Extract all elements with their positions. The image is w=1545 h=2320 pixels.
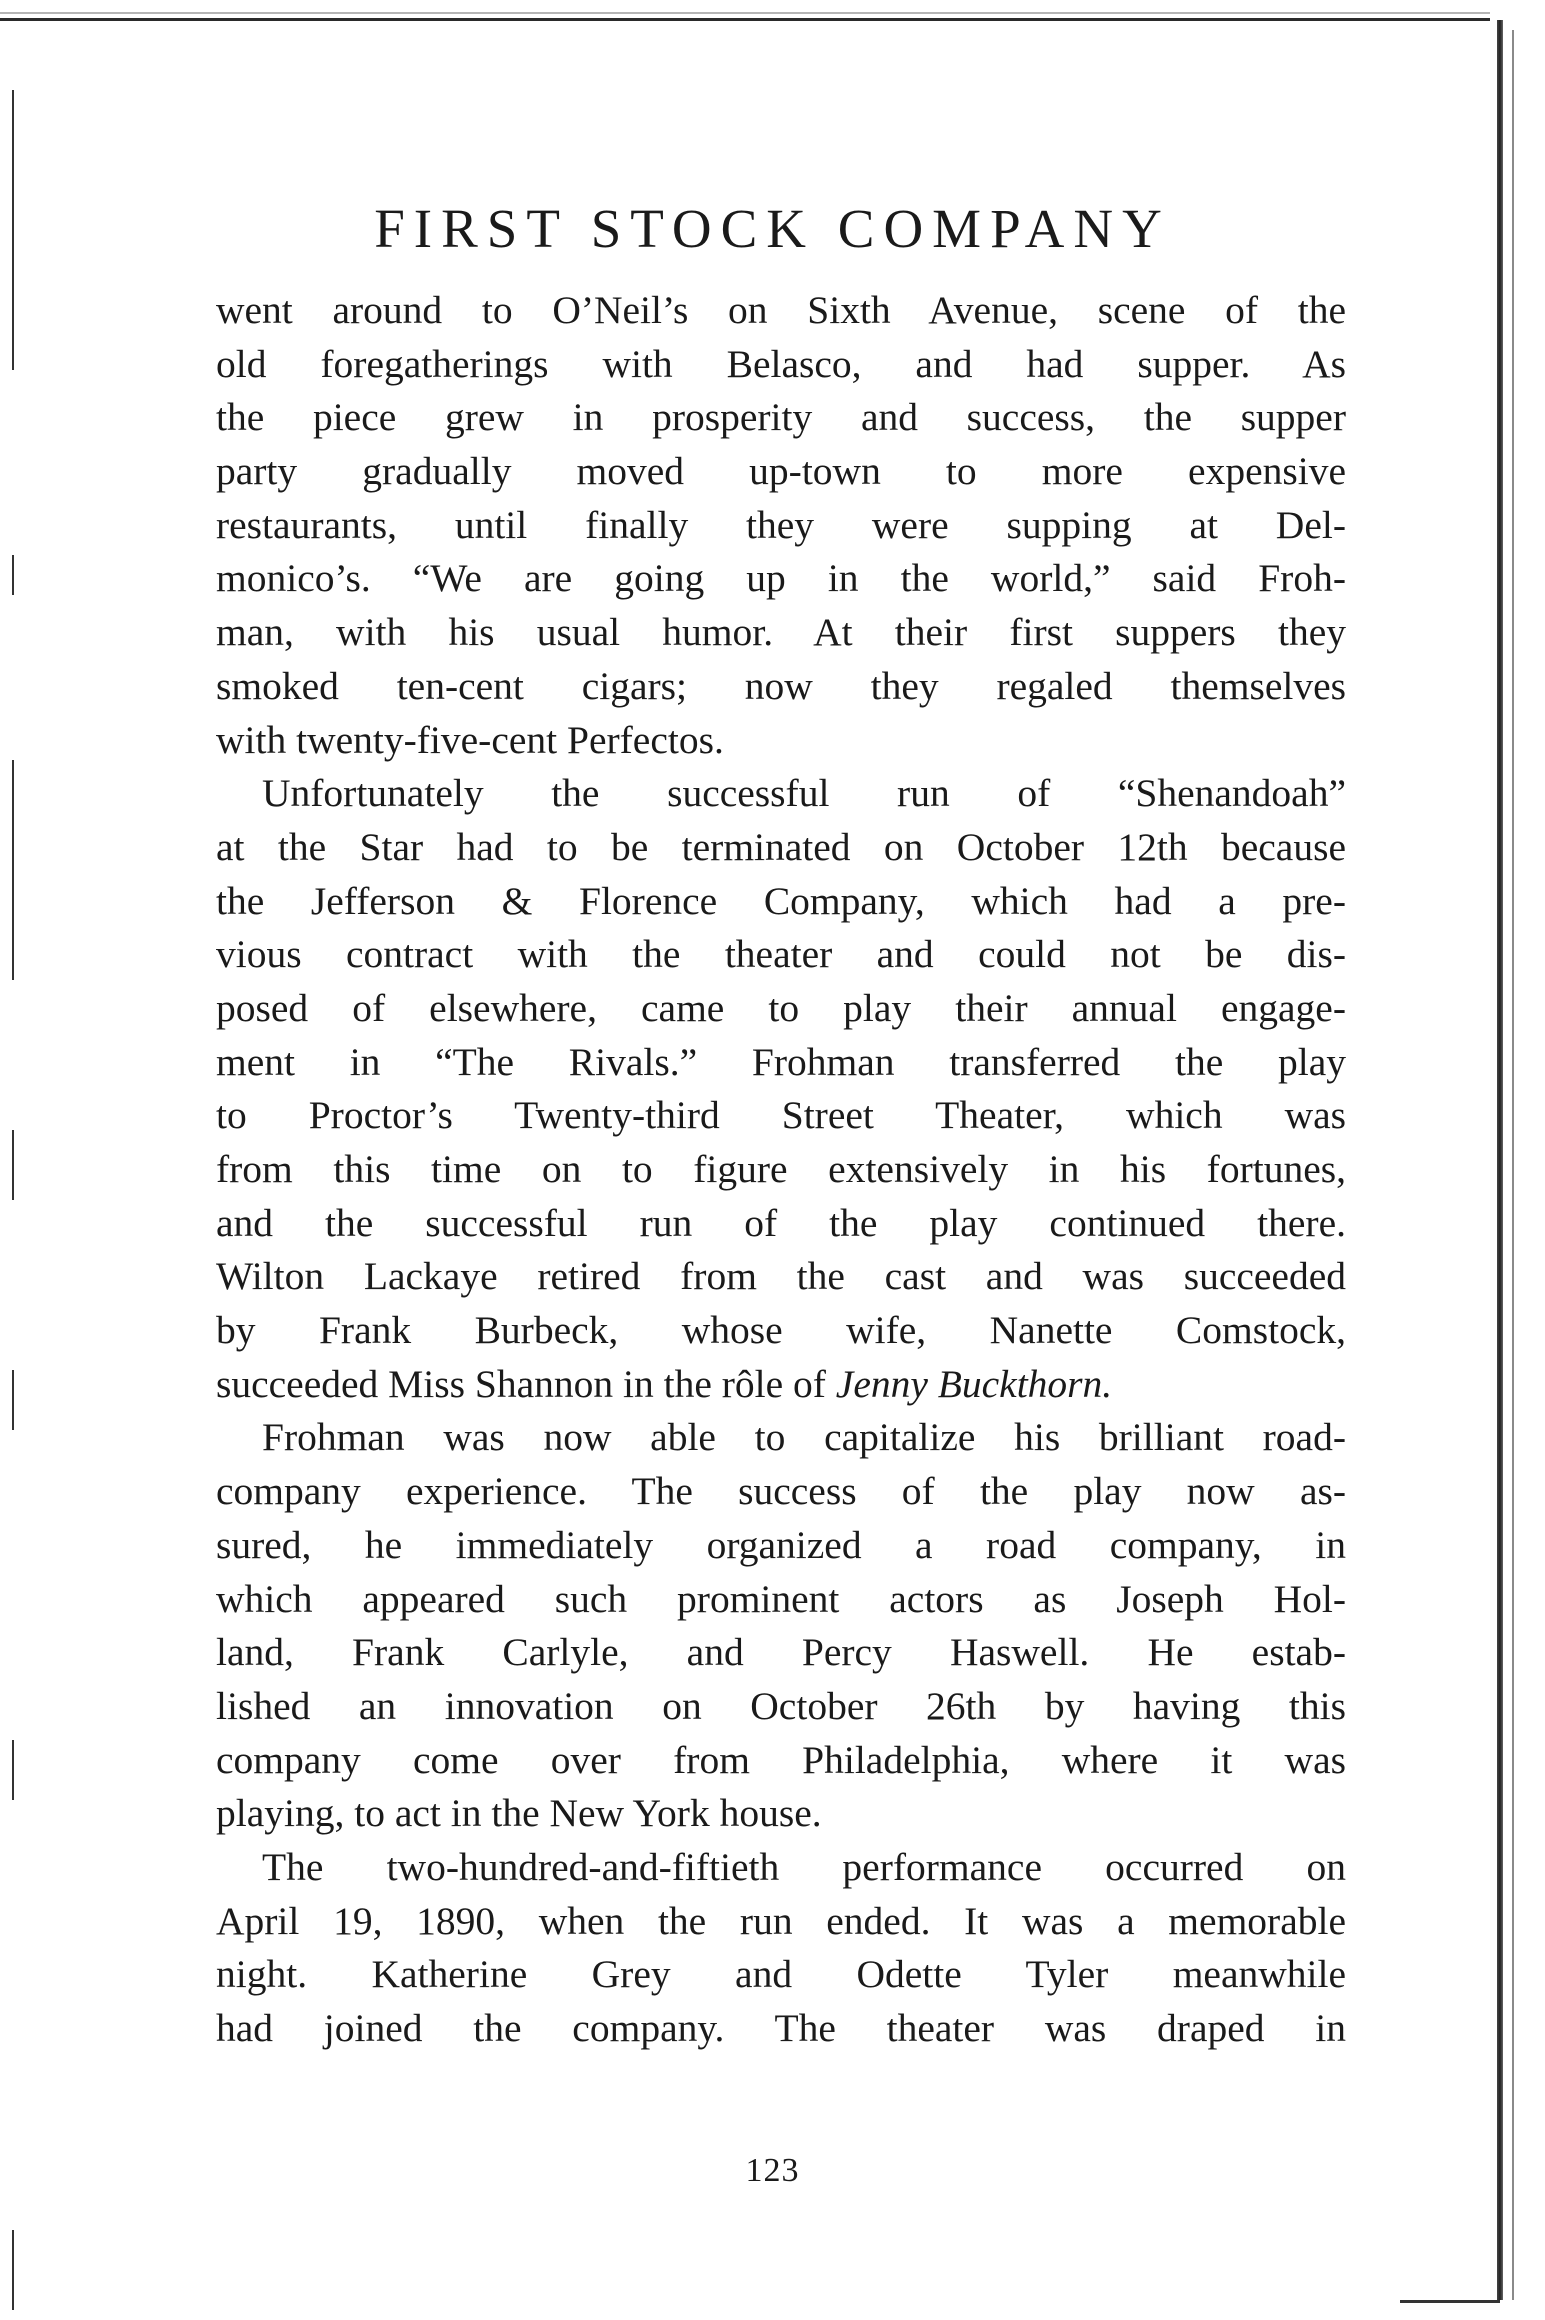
text-line: party gradually moved up-town to more expensive <box>216 449 1346 494</box>
role-name-italic: Jenny Buckthorn. <box>835 1361 1113 1406</box>
text-line: went around to O’Neil’s on Sixth Avenue, scene of the <box>216 288 1346 332</box>
text-line: April 19, 1890, when the run ended. It was a memorable <box>216 1898 1346 1943</box>
text-line: Unfortunately the successful run of “Shenandoah” <box>262 771 1346 816</box>
page-number: 123 <box>745 2152 800 2189</box>
text-line: to Proctor’s Twenty-third Street Theater, which was <box>216 1093 1346 1138</box>
text-line: ment in “The Rivals.” Frohman transferred the play <box>216 1039 1346 1084</box>
page-edge-left-mark <box>12 2230 14 2310</box>
text-line-roman: succeeded Miss Shannon in the rôle of <box>216 1361 826 1406</box>
page-edge-left-mark <box>12 1740 14 1800</box>
page-edge-top <box>0 18 1490 21</box>
page-edge-left-mark <box>12 555 14 595</box>
text-line: Wilton Lackaye retired from the cast and was succeeded <box>216 1254 1346 1299</box>
text-line: company experience. The success of the play now as- <box>216 1469 1346 1514</box>
page-edge-left-mark <box>12 1130 14 1200</box>
text-line: restaurants, until finally they were supping at Del- <box>216 502 1346 547</box>
text-line: the Jefferson & Florence Company, which had a pre- <box>216 878 1346 923</box>
text-line: playing, to act in the New York house. <box>216 1791 822 1836</box>
text-line: which appeared such prominent actors as Joseph Hol- <box>216 1576 1346 1621</box>
text-line: vious contract with the theater and could not be dis- <box>216 932 1346 977</box>
text-line: from this time on to figure extensively in his fortunes, <box>216 1147 1346 1191</box>
text-line: smoked ten-cent cigars; now they regaled themselves <box>216 663 1346 708</box>
text-line: Frohman was now able to capitalize his brilliant road- <box>262 1415 1346 1460</box>
text-line: by Frank Burbeck, whose wife, Nanette Comstock, <box>216 1308 1346 1353</box>
page-edge-top-fade <box>0 12 1490 14</box>
page-edge-left-mark <box>12 1370 14 1430</box>
text-line: sured, he immediately organized a road company, in <box>216 1522 1346 1567</box>
text-line: night. Katherine Grey and Odette Tyler meanwhile <box>216 1952 1346 1997</box>
text-line: old foregatherings with Belasco, and had supper. As <box>216 341 1346 386</box>
page-edge-left-mark <box>12 760 14 980</box>
text-line: and the successful run of the play continued there. <box>216 1200 1346 1245</box>
text-line: the piece grew in prosperity and success, the supper <box>216 395 1346 440</box>
running-head: FIRST STOCK COMPANY <box>374 198 1171 259</box>
text-line: The two-hundred-and-fiftieth performance occurred on <box>262 1844 1346 1889</box>
text-line: had joined the company. The theater was draped in <box>216 2006 1346 2050</box>
text-line: with twenty-five-cent Perfectos. <box>216 717 724 762</box>
text-line: land, Frank Carlyle, and Percy Haswell. He estab- <box>216 1630 1346 1675</box>
page-edge-bottom <box>1400 2300 1500 2303</box>
body-text <box>216 284 1346 2056</box>
text-line: posed of elsewhere, came to play their annual engage- <box>216 985 1346 1030</box>
text-line: at the Star had to be terminated on October 12th because <box>216 824 1346 869</box>
text-line: man, with his usual humor. At their first suppers they <box>216 610 1346 655</box>
page-edge-right <box>1497 20 1503 2300</box>
text-line: monico’s. “We are going up in the world,” said Froh- <box>216 556 1346 601</box>
text-line: lished an innovation on October 26th by having this <box>216 1683 1346 1728</box>
text-line <box>216 1358 1346 1412</box>
text-line: company come over from Philadelphia, where it was <box>216 1737 1346 1782</box>
page-edge-right-inner <box>1512 30 1514 2300</box>
